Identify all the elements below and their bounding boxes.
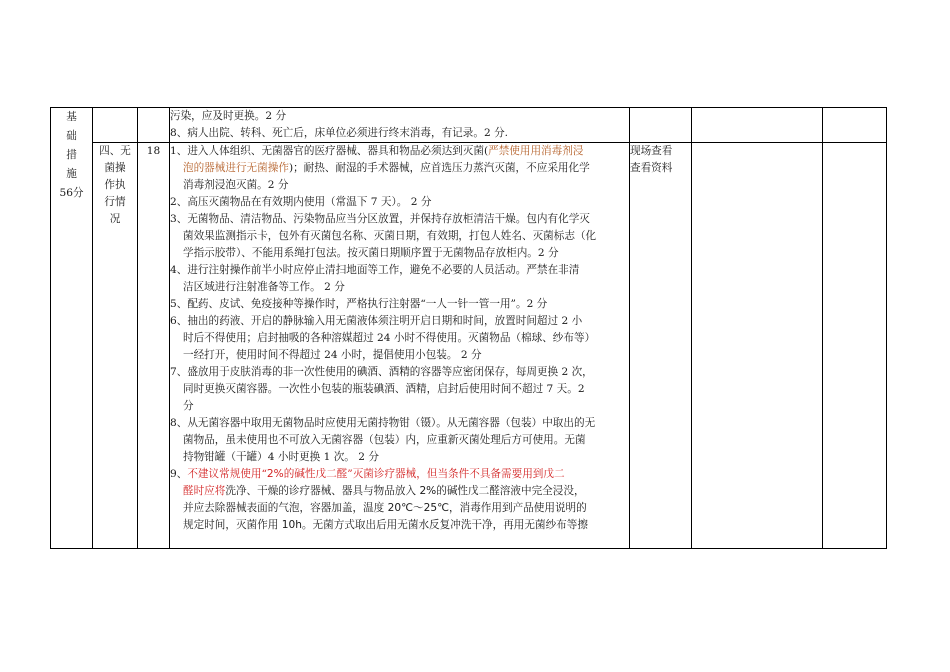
item-3-line-2: 菌效果监测指示卡，包外有灭菌包名称、灭菌日期，有效期，打包人姓名、灭菌标志（化 xyxy=(183,230,597,242)
empty-cell xyxy=(630,108,692,143)
item-2: 2、高压灭菌物品在有效期内使用（常温下 7 天）。 2 分 xyxy=(170,196,432,208)
item-text: 洗净、干燥的诊疗器械、器具与物品放入 xyxy=(225,485,420,497)
item-8-line-2: 菌物品，虽未使用也不可放入无菌容器（包装）内，应重新灭菌处理后方可使用。无菌 xyxy=(183,434,586,446)
item-text: 10h xyxy=(281,519,302,531)
empty-cell xyxy=(823,143,887,549)
item-text: 规定时间，灭菌作用 xyxy=(183,519,282,531)
item-7-line-2: 同时更换灭菌容器。一次性小包装的瓶装碘酒、酒精，启封后使用时间不超过 7 天。2 xyxy=(183,383,585,395)
item-text: 2% xyxy=(419,485,437,497)
subcategory-line: 作执 xyxy=(104,179,126,191)
subcategory-line: 菌操 xyxy=(104,162,126,174)
empty-cell xyxy=(692,108,823,143)
item-highlight-red: 2% xyxy=(266,468,284,480)
item-highlight-red: 的碱性戊二醛”灭菌诊疗器械，但当条件不具备需要用到戊二 xyxy=(283,468,565,480)
empty-cell xyxy=(692,143,823,549)
subcategory-line: 四、无 xyxy=(99,145,131,157)
empty-cell xyxy=(823,108,887,143)
item-9-line-4 xyxy=(170,517,629,534)
prev-line-1: 污染，应及时更换。2 分 xyxy=(170,110,287,122)
item-6-line-3: 一经打开，使用时间不得超过 24 小时，提倡使用小包装。 2 分 xyxy=(183,349,482,361)
category-char: 基 xyxy=(66,111,77,123)
prev-content-cell xyxy=(170,108,630,143)
item-1-line-2 xyxy=(170,160,629,177)
category-char: 施 xyxy=(66,168,77,180)
item-text: 20℃～25℃ xyxy=(387,502,450,514)
item-7-line-1: 7、盛放用于皮肤消毒的非一次性使用的碘酒、酒精的容器等应密闭保存，每周更换 2 次， xyxy=(170,366,593,378)
item-9-line-3 xyxy=(170,500,629,517)
item-highlight-brown: 严禁使用用消毒剂浸 xyxy=(488,145,584,157)
item-3-line-3: 学指示胶带）、不能用系绳打包法。按灭菌日期顺序置于无菌物品存放柜内。2 分 xyxy=(183,247,559,259)
method-line: 查看资料 xyxy=(630,162,673,174)
item-4-line-2: 洁区域进行注射准备等工作。 2 分 xyxy=(183,281,345,293)
score-cell xyxy=(138,143,170,549)
item-text: ，消毒作用到产品使用说明的 xyxy=(449,502,587,514)
item-3-line-1: 3、无菌物品、清洁物品、污染物品应当分区放置，并保持存放柜清洁干燥。包内有化学灭 xyxy=(170,213,590,225)
content-cell xyxy=(170,143,630,549)
prev-line-2: 8、病人出院、转科、死亡后，床单位必须进行终末消毒，有记录。2 分. xyxy=(170,127,509,139)
item-text: 1、进入人体组织、无菌器官的医疗器械、器具和物品必须达到灭菌( xyxy=(170,145,489,157)
item-6-line-1: 6、抽出的药液、开启的静脉输入用无菌液体须注明开启日期和时间，放置时间超过 2 小 xyxy=(170,315,583,327)
subcategory-cell xyxy=(93,143,138,549)
category-char: 础 xyxy=(66,130,77,142)
item-text: 的碱性戊二醛溶液中完全浸没， xyxy=(436,485,585,497)
item-text: 。无菌方式取出后用无菌水反复冲洗干净，再用无菌纱布等擦 xyxy=(301,519,588,531)
method-line: 现场查看 xyxy=(630,145,673,157)
table-row xyxy=(51,108,887,143)
item-5: 5、配药、皮试、免疫接种等操作时，严格执行注射器“一人一针一管一用”。2 分 xyxy=(170,298,548,310)
item-8-line-1: 8、从无菌容器中取用无菌物品时应使用无菌持物钳（镊）。从无菌容器（包装）中取出的无 xyxy=(170,417,596,429)
category-cell xyxy=(51,108,93,549)
item-6-line-2: 时后不得使用；启封抽吸的各种溶媒超过 24 小时不得使用。灭菌物品（棉球、纱布等） xyxy=(183,332,596,344)
item-7-line-3: 分 xyxy=(183,400,194,412)
method-cell xyxy=(630,143,692,549)
category-score: 56分 xyxy=(59,187,84,199)
item-8-line-3: 持物钳罐（干罐）4 小时更换 1 次。 2 分 xyxy=(183,451,379,463)
item-text: 9、 xyxy=(170,468,188,480)
item-highlight-red: 不建议常规使用“ xyxy=(187,468,267,480)
category-char: 措 xyxy=(66,149,77,161)
table-row xyxy=(51,143,887,549)
item-highlight-red: 醛时应将 xyxy=(183,485,226,497)
subcategory-line: 行情 xyxy=(104,196,126,208)
item-highlight-brown: 泡的器械进行无菌操作 xyxy=(183,162,289,174)
subcategory-line: 况 xyxy=(109,213,121,225)
item-4-line-1: 4、进行注射操作前半小时应停止清扫地面等工作，避免不必要的人员活动。严禁在非清 xyxy=(170,264,580,276)
inspection-table xyxy=(50,107,887,549)
item-9-line-1 xyxy=(170,466,629,483)
item-1-line-3: 消毒剂浸泡灭菌。2 分 xyxy=(183,179,289,191)
item-1-line-1 xyxy=(170,143,629,160)
item-text: )；耐热、耐湿的手术器械，应首选压力蒸汽灭菌，不应采用化学 xyxy=(288,162,590,174)
item-9-line-2 xyxy=(170,483,629,500)
item-text: 并应去除器械表面的气泡，容器加盖，温度 xyxy=(183,502,388,514)
empty-cell xyxy=(138,108,170,143)
score-value: 18 xyxy=(146,145,161,157)
empty-cell xyxy=(93,108,138,143)
